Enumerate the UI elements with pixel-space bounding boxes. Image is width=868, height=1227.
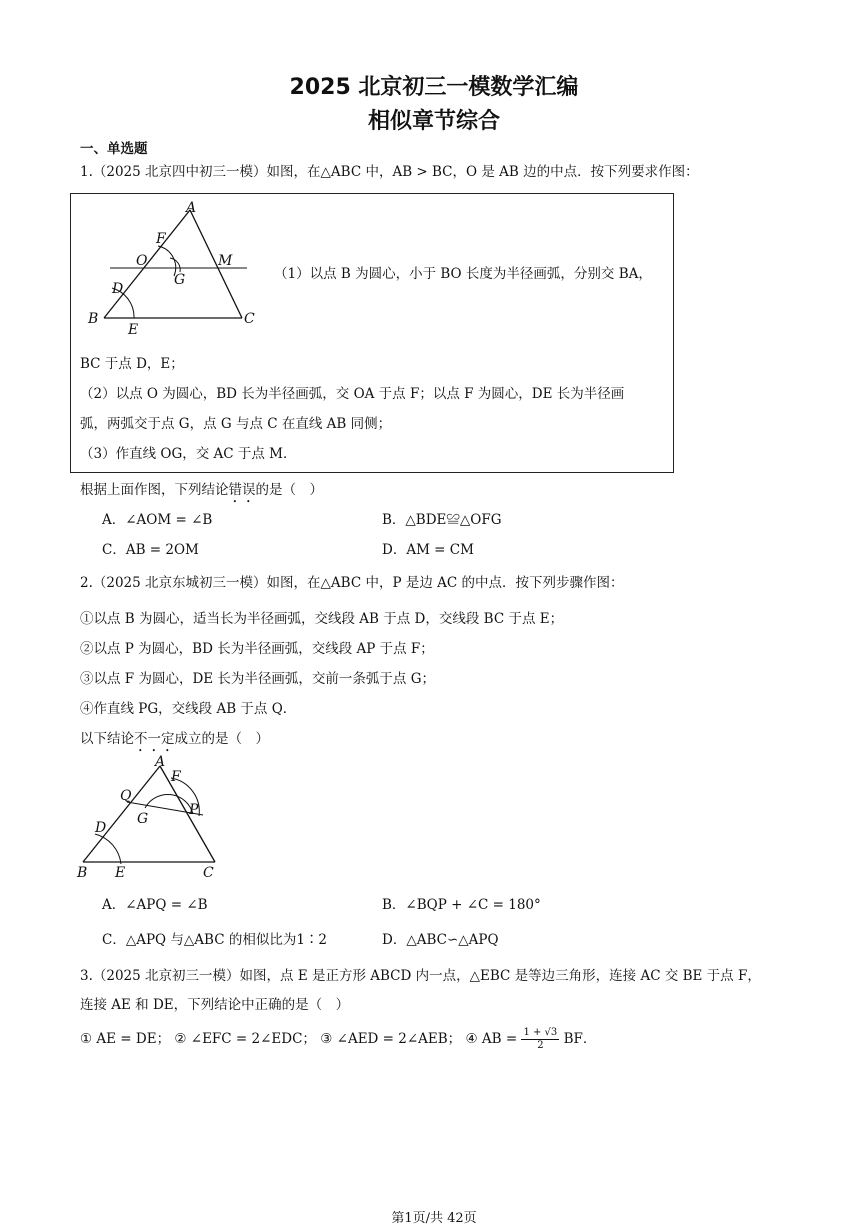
- q2-step2: ②以点 P 为圆心，BD 长为半径画弧，交线段 AP 于点 F；: [80, 641, 434, 657]
- q2-ask-emphasis: 不一定: [134, 731, 175, 747]
- q1-label-A: A: [186, 200, 197, 216]
- q1-step2a: （2）以点 O 为圆心，BD 长为半径画弧，交 OA 于点 F；以点 F 为圆心，DE 长为半径画: [80, 386, 625, 402]
- q1-figure: [82, 198, 267, 338]
- q1-label-E: E: [128, 322, 139, 338]
- q1-ask-emphasis: 错误: [228, 482, 256, 498]
- q3-fraction-denominator: 2: [537, 1040, 544, 1051]
- q1-ask-pre: 根据上面作图，下列结论: [80, 482, 229, 498]
- q1-label-F: F: [156, 231, 166, 247]
- q3-conclusion-4-pre: ④ AB =: [465, 1031, 518, 1047]
- q3-conclusion-2: ② ∠EFC = 2∠EDC；: [174, 1031, 316, 1047]
- q2-step4: ④作直线 PG，交线段 AB 于点 Q．: [80, 701, 297, 717]
- q2-ask-post: 成立的是（ ）: [174, 731, 269, 747]
- page-title: 2025 北京初三一模数学汇编: [289, 75, 579, 100]
- q3-fraction-numerator: 1 + √3: [523, 1027, 558, 1038]
- q2-label-C: C: [203, 865, 214, 881]
- q2-option-c[interactable]: C．△APQ 与△ABC 的相似比为1∶2: [102, 932, 328, 948]
- q1-ask-post: 的是（ ）: [255, 482, 323, 498]
- q3-stem-line1: 3.（2025 北京初三一模）如图，点 E 是正方形 ABCD 内一点，△EBC 是等边三角形，连接 AC 交 BE 于点 F，: [80, 968, 761, 984]
- q2-option-b[interactable]: B．∠BQP + ∠C = 180°: [382, 897, 541, 913]
- q1-step1b: BC 于点 D，E；: [80, 356, 184, 372]
- q2-label-B: B: [77, 865, 88, 881]
- q3-conclusions: [80, 1027, 596, 1052]
- q2-label-D: D: [95, 820, 107, 836]
- q2-figure: [75, 752, 225, 882]
- q3-conclusion-4-post: BF．: [563, 1031, 597, 1047]
- q1-label-D: D: [112, 281, 124, 297]
- page-subtitle: 相似章节综合: [367, 109, 500, 134]
- q1-stem: 1.（2025 北京四中初三一模）如图，在△ABC 中，AB > BC，O 是 AB 边的中点．按下列要求作图：: [80, 164, 699, 180]
- q1-label-G: G: [174, 272, 186, 288]
- q1-step1a: （1）以点 B 为圆心，小于 BO 长度为半径画弧，分别交 BA，: [274, 266, 652, 282]
- q1-label-C: C: [244, 311, 255, 327]
- q2-step3: ③以点 F 为圆心，DE 长为半径画弧，交前一条弧于点 G；: [80, 671, 435, 687]
- q3-conclusion-1: ① AE = DE；: [80, 1031, 171, 1047]
- q1-option-c[interactable]: C．AB = 2OM: [102, 542, 199, 558]
- q2-option-a[interactable]: A．∠APQ = ∠B: [102, 897, 208, 913]
- q2-ask: [80, 727, 269, 755]
- q2-step1: ①以点 B 为圆心，适当长为半径画弧，交线段 AB 于点 D，交线段 BC 于点 E；: [80, 611, 564, 627]
- q1-step3: （3）作直线 OG，交 AC 于点 M．: [80, 446, 297, 462]
- q3-fraction: [521, 1027, 559, 1052]
- q1-step2b: 弧，两弧交于点 G，点 G 与点 C 在直线 AB 同侧；: [80, 416, 392, 432]
- q2-label-F: F: [171, 769, 181, 785]
- section-heading: 一、单选题: [80, 141, 148, 157]
- q1-ask: [80, 478, 323, 506]
- q2-ask-pre: 以下结论: [80, 731, 134, 747]
- page-footer: 第1页/共 42页: [391, 1211, 477, 1226]
- q2-label-P: P: [189, 802, 199, 818]
- q2-label-A: A: [155, 754, 166, 770]
- q2-label-G: G: [137, 811, 149, 827]
- q2-option-d[interactable]: D．△ABC∽△APQ: [382, 932, 499, 948]
- q2-label-E: E: [115, 865, 126, 881]
- q1-option-a[interactable]: A．∠AOM = ∠B: [102, 512, 213, 528]
- q1-label-O: O: [136, 253, 148, 269]
- q3-conclusion-3: ③ ∠AED = 2∠AEB；: [320, 1031, 462, 1047]
- q1-option-d[interactable]: D．AM = CM: [382, 542, 474, 558]
- q1-label-B: B: [88, 311, 99, 327]
- q2-stem: 2.（2025 北京东城初三一模）如图，在△ABC 中，P 是边 AC 的中点．按下列步骤作图：: [80, 575, 624, 591]
- q1-label-M: M: [218, 253, 233, 269]
- q2-label-Q: Q: [120, 788, 132, 804]
- q3-stem-line2: 连接 AE 和 DE，下列结论中正确的是（ ）: [80, 997, 350, 1013]
- q1-option-b[interactable]: B．△BDE≌△OFG: [382, 512, 502, 528]
